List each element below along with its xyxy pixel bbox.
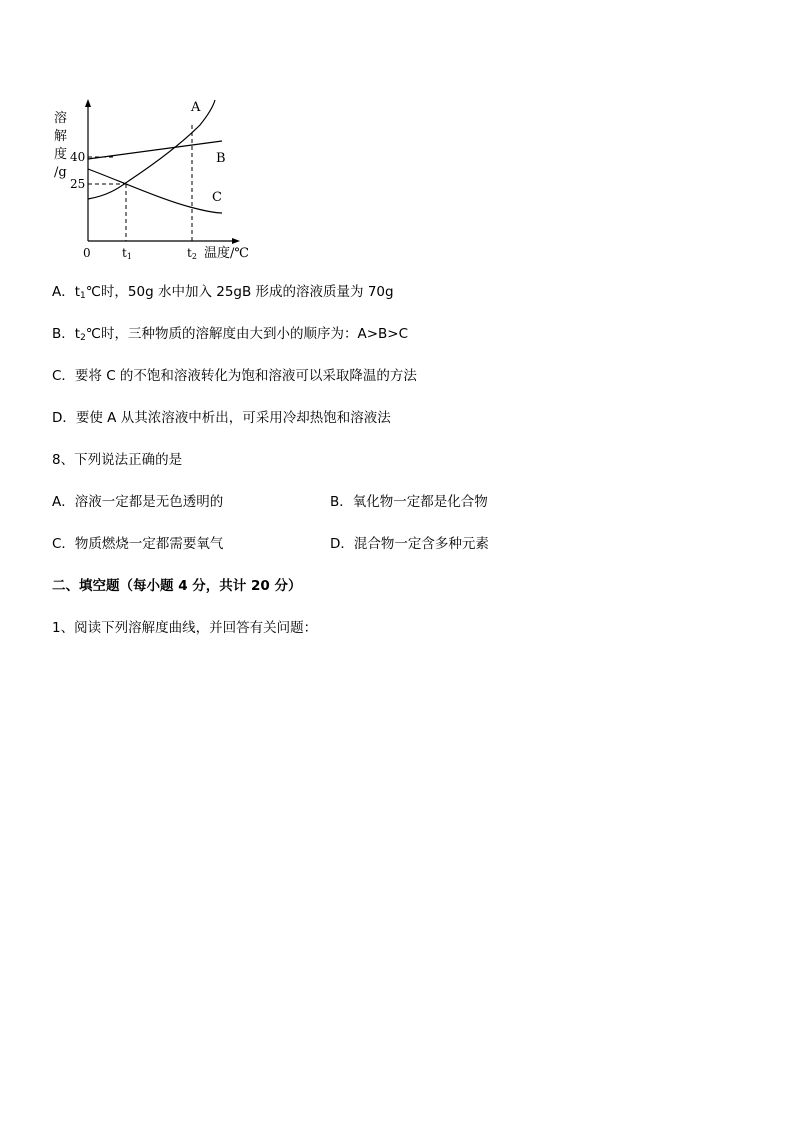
q8-option-b: B．氧化物一定都是化合物 <box>330 494 488 510</box>
x-tick-t2: t2 <box>187 246 197 261</box>
q7-option-a <box>52 283 394 305</box>
y-label-char-4: /g <box>54 165 67 180</box>
x-tick-t1: t1 <box>122 246 132 261</box>
y-label-char-3: 度 <box>54 147 68 162</box>
q8-option-c: C．物质燃烧一定都需要氧气 <box>52 536 224 552</box>
curve-c-label: C <box>212 190 222 205</box>
x-origin-label: 0 <box>83 246 91 260</box>
q7-option-b-sub: 2 <box>80 333 86 343</box>
q7-option-a-text: ℃时，50g 水中加入 25gB 形成的溶液质量为 70g <box>85 284 394 300</box>
q8-option-a: A．溶液一定都是无色透明的 <box>52 494 224 510</box>
y-label-char-2: 解 <box>54 129 68 144</box>
curve-b-label: B <box>216 151 226 166</box>
curve-c <box>88 169 222 213</box>
y-label-char-1: 溶 <box>54 111 68 126</box>
y-tick-25: 25 <box>70 177 86 191</box>
curve-a-label: A <box>191 100 201 115</box>
curve-b <box>88 141 222 159</box>
q7-option-a-prefix: A．t <box>52 284 81 300</box>
section-title: 二、填空题（每小题 4 分，共计 20 分） <box>52 578 302 594</box>
q7-option-a-sub: 1 <box>80 291 86 301</box>
solubility-chart-svg <box>50 95 270 265</box>
x-axis-arrow <box>232 238 240 244</box>
q7-option-b <box>52 325 408 347</box>
q8-option-d: D．混合物一定含多种元素 <box>330 536 489 552</box>
solubility-chart <box>50 95 270 265</box>
q7-option-b-text: ℃时，三种物质的溶解度由大到小的顺序为：A>B>C <box>85 326 409 342</box>
q7-option-b-prefix: B．t <box>52 326 81 342</box>
x-axis-label: 温度/℃ <box>204 246 249 261</box>
y-axis-arrow <box>85 99 91 107</box>
section2-q1: 1、阅读下列溶解度曲线，并回答有关问题： <box>52 620 318 636</box>
q7-option-c: C．要将 C 的不饱和溶液转化为饱和溶液可以采取降温的方法 <box>52 368 417 384</box>
y-tick-40: 40 <box>70 150 86 164</box>
q7-option-d: D．要使 A 从其浓溶液中析出，可采用冷却热饱和溶液法 <box>52 410 391 426</box>
q8-stem: 8、下列说法正确的是 <box>52 452 183 468</box>
